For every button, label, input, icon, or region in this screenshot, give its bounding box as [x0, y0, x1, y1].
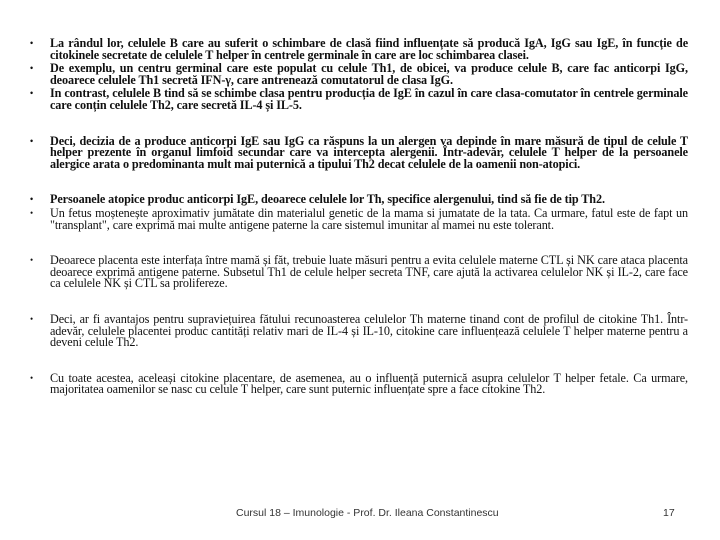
bullet-item: [30, 133, 688, 171]
bullet-dot-icon: •: [30, 63, 34, 74]
bullet-dot-icon: •: [30, 207, 34, 218]
bullet-item: [30, 88, 688, 111]
bullet-list: [30, 38, 688, 396]
bullet-item: [30, 63, 688, 86]
bullet-item: [30, 38, 688, 61]
bullet-item: [30, 370, 688, 397]
bullet-dot-icon: •: [30, 255, 34, 266]
bullet-text: Cu toate acestea, aceleași citokine placentare, de asemenea, au o influență puternică asupra celulelor T helper fetale. Ca urmare, majoritatea oamenilor se nasc cu celule T helper, care sunt puternic influențate spre a face citokine Th2.: [50, 370, 688, 397]
bullet-dot-icon: •: [30, 88, 34, 99]
footer-course-title: Cursul 18 – Imunologie - Prof. Dr. Ileana Constantinescu: [236, 507, 499, 519]
bullet-text: Deci, ar fi avantajos pentru supraviețuirea fătului recunoasterea celulelor Th materne tinand cont de profilul de citokine Th1. Într-adevăr, celulele placentei produc cantități relativ mari de IL-4 și IL-10, citokine care influențează celulele T helper materne pentru a deveni celule Th2.: [50, 311, 688, 350]
bullet-dot-icon: •: [30, 372, 34, 383]
page-number: 17: [663, 507, 675, 519]
bullet-text: Deoarece placenta este interfața între mamă și făt, trebuie luate măsuri pentru a evita celulele materne CTL și NK care ataca placenta deoarece exprimă antigene paterne. Subsetul Th1 de celule helper secreta TNF, care ajută la activarea celulelor NK și IL-2, care face ca celulele NK și CTL sa prolifereze.: [50, 253, 688, 291]
bullet-dot-icon: •: [30, 38, 34, 48]
bullet-item: [30, 311, 688, 350]
bullet-text: De exemplu, un centru germinal care este populat cu celule Th1, de obicei, va produce celule B, care fac anticorpi IgG, deoarece celulele Th1 secretă IFN-γ, care antrenează comutatorul de clasa IgG.: [50, 61, 688, 87]
bullet-item: [30, 205, 688, 232]
bullet-dot-icon: •: [30, 313, 34, 324]
bullet-item: [30, 194, 688, 206]
bullet-text: Deci, decizia de a produce anticorpi IgE sau IgG ca răspuns la un alergen va depinde în mare măsură de tipul de celule T helper prezente în organul limfoid secundar care va intercepta alergenii. Într-adevăr, celulele T helper de la persoanele alergice arata o predominanta mult mai puternică a tipului Th2 decat celulele de la oamenii non-atopici.: [50, 133, 688, 171]
bullet-text: In contrast, celulele B tind să se schimbe clasa pentru producția de IgE în cazul în care clasa-comutator în centrele germinale care conțin celulele Th2, care secretă IL-4 și IL-5.: [50, 86, 688, 112]
bullet-text: Un fetus moștenește aproximativ jumătate din materialul genetic de la mama si jumatate de la tata. Ca urmare, fatul este de fapt un "transplant", care exprimă mai multe antigene paterne la care sistemul imunitar al mamei nu este tolerant.: [50, 205, 688, 232]
bullet-dot-icon: •: [30, 135, 34, 146]
bullet-text: Persoanele atopice produc anticorpi IgE, deoarece celulele lor Th, specifice alergenului, tind să fie de tip Th2.: [50, 192, 605, 207]
bullet-dot-icon: •: [30, 194, 34, 205]
bullet-text: La rândul lor, celulele B care au suferit o schimbare de clasă fiind influențate să producă IgA, IgG sau IgE, în funcție de citokinele secretate de celulele T helper în centrele germinale în care are loc schimbarea clasei.: [50, 36, 688, 62]
bullet-item: [30, 255, 688, 290]
